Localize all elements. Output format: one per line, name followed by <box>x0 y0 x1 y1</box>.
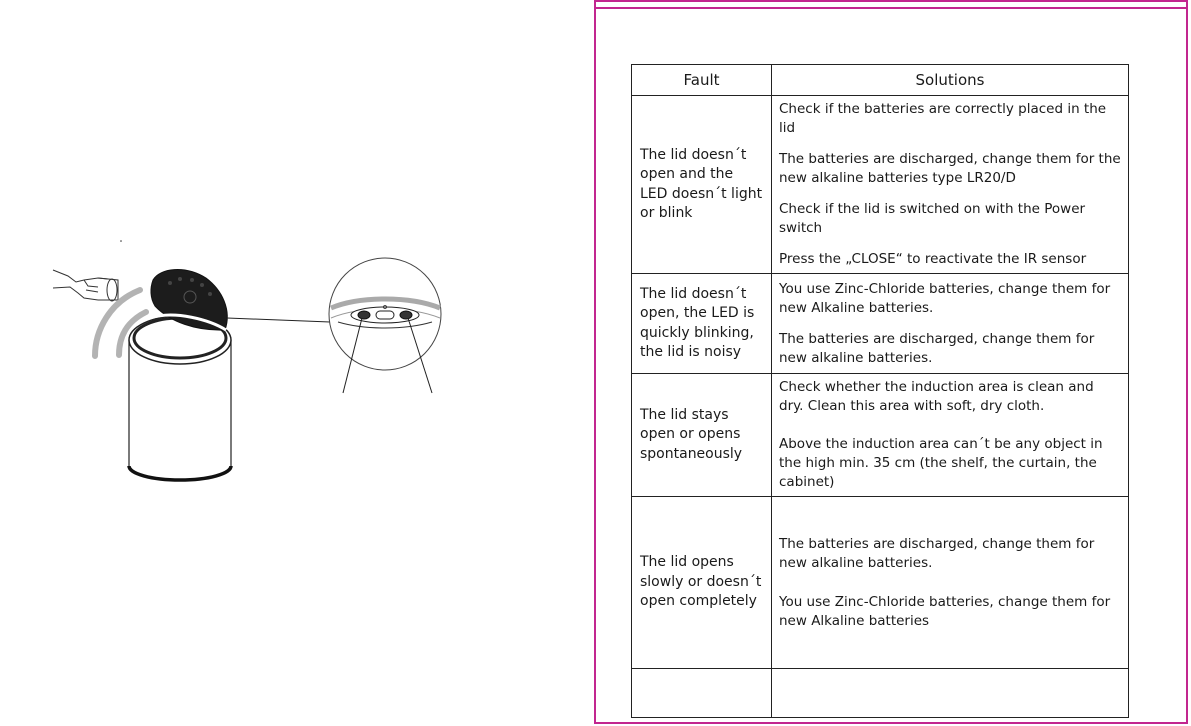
solution-text: The batteries are discharged, change them for new alkaline batteries. <box>779 535 1095 571</box>
solution-text: You use Zinc-Chloride batteries, change them for new Alkaline batteries. <box>779 280 1111 316</box>
solutions-cell <box>772 274 1129 374</box>
table-row <box>632 669 1129 718</box>
fault-cell: The lid opens slowly or doesn´t open completely <box>632 497 772 669</box>
solutions-cell <box>772 374 1129 497</box>
table-row <box>632 497 1129 669</box>
solution-text: The batteries are discharged, change them for the new alkaline batteries type LR20/D <box>779 151 1121 186</box>
left-page <box>0 0 590 726</box>
trash-can-illustration <box>0 0 590 726</box>
fault-cell: The lid stays open or opens spontaneously <box>632 374 772 497</box>
detail-leader-line <box>227 318 330 322</box>
fault-column-header: Fault <box>632 65 772 96</box>
fault-cell: The lid doesn´t open, the LED is quickly blinking, the lid is noisy <box>632 274 772 374</box>
hand-icon <box>53 270 118 301</box>
fault-cell: The lid doesn´t open and the LED doesn´t light or blink <box>632 96 772 274</box>
solution-text: Check whether the induction area is clean and dry. Clean this area with soft, dry cloth. <box>779 379 1094 414</box>
table-row <box>632 96 1129 274</box>
troubleshooting-table <box>631 64 1129 718</box>
solution-text: You use Zinc-Chloride batteries, change them for new Alkaline batteries <box>779 593 1111 629</box>
solutions-cell <box>772 669 1129 718</box>
stray-mark <box>120 240 122 242</box>
solutions-cell <box>772 96 1129 274</box>
solution-text: Check if the lid is switched on with the Power switch <box>779 201 1086 236</box>
solution-text: The batteries are discharged, change them for new alkaline batteries. <box>779 330 1095 366</box>
table-header-row <box>632 65 1129 96</box>
solution-text: Above the induction area can´t be any object in the high min. 35 cm (the shelf, the curtain, the cabinet) <box>779 436 1103 490</box>
table-row <box>632 274 1129 374</box>
sensor-panel-icon <box>329 258 441 370</box>
trash-can-icon <box>129 270 231 480</box>
table-row <box>632 374 1129 497</box>
fault-cell <box>632 669 772 718</box>
solution-text: Check if the batteries are correctly placed in the lid <box>779 101 1107 136</box>
solution-text: Press the „CLOSE“ to reactivate the IR sensor <box>779 251 1087 267</box>
solutions-column-header: Solutions <box>772 65 1129 96</box>
solutions-cell <box>772 497 1129 669</box>
